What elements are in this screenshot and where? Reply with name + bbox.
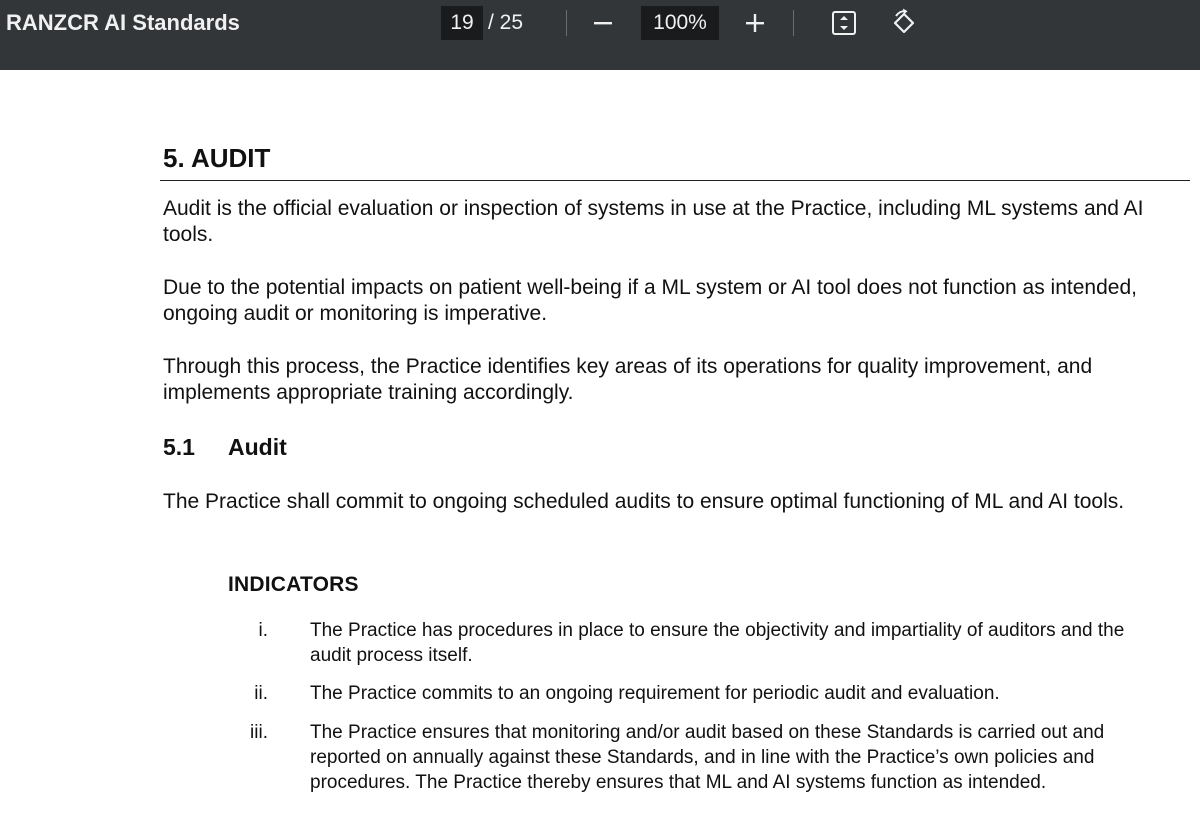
- toolbar-divider: [566, 10, 567, 36]
- subsection-title: Audit: [228, 434, 287, 460]
- section-heading: 5. AUDIT: [163, 143, 271, 173]
- document-title: RANZCR AI Standards: [6, 10, 240, 35]
- toolbar-divider: [793, 10, 794, 36]
- list-item-numeral: ii.: [254, 683, 268, 704]
- zoom-level-input[interactable]: 100%: [641, 6, 719, 40]
- heading-rule: [160, 180, 1190, 181]
- paragraph: Due to the potential impacts on patient well-being if a ML system or AI tool does not function as intended, ongoing audit or monitoring is imperative.: [163, 276, 1137, 325]
- fit-to-page-button[interactable]: [827, 4, 861, 42]
- zoom-in-icon: [744, 12, 766, 34]
- list-item-text: The Practice ensures that monitoring and/or audit based on these Standards is carried out and reported on annually against these Standards, and in line with the Practice’s own policies and procedures. The Practice thereby ensures that ML and AI systems function as intended.: [310, 722, 1105, 793]
- zoom-in-button[interactable]: [738, 4, 772, 42]
- pdf-toolbar: [0, 0, 1200, 70]
- zoom-out-button[interactable]: [586, 4, 620, 42]
- list-item-numeral: iii.: [250, 722, 268, 743]
- paragraph: The Practice shall commit to ongoing scheduled audits to ensure optimal functioning of ML and AI tools.: [163, 490, 1125, 513]
- paragraph: Through this process, the Practice identifies key areas of its operations for quality improvement, and implements appropriate training accordingly.: [163, 355, 1093, 404]
- list-item-numeral: i.: [258, 620, 268, 641]
- subsection-number: 5.1: [163, 434, 195, 460]
- rotate-button[interactable]: [887, 4, 921, 42]
- paragraph: Audit is the official evaluation or inspection of systems in use at the Practice, including ML systems and AI tools.: [163, 197, 1144, 246]
- list-item-text: The Practice commits to an ongoing requirement for periodic audit and evaluation.: [310, 683, 1000, 704]
- document-page: [0, 70, 1200, 822]
- page-total: / 25: [488, 11, 524, 34]
- subsection-heading: [163, 434, 287, 461]
- fit-page-icon: [830, 9, 858, 37]
- indicators-heading: INDICATORS: [228, 573, 359, 596]
- zoom-out-icon: [592, 12, 614, 34]
- list-item-text: The Practice has procedures in place to ensure the objectivity and impartiality of auditors and the audit process itself.: [310, 620, 1125, 666]
- rotate-icon: [889, 8, 919, 38]
- page-number-input[interactable]: 19: [441, 6, 483, 40]
